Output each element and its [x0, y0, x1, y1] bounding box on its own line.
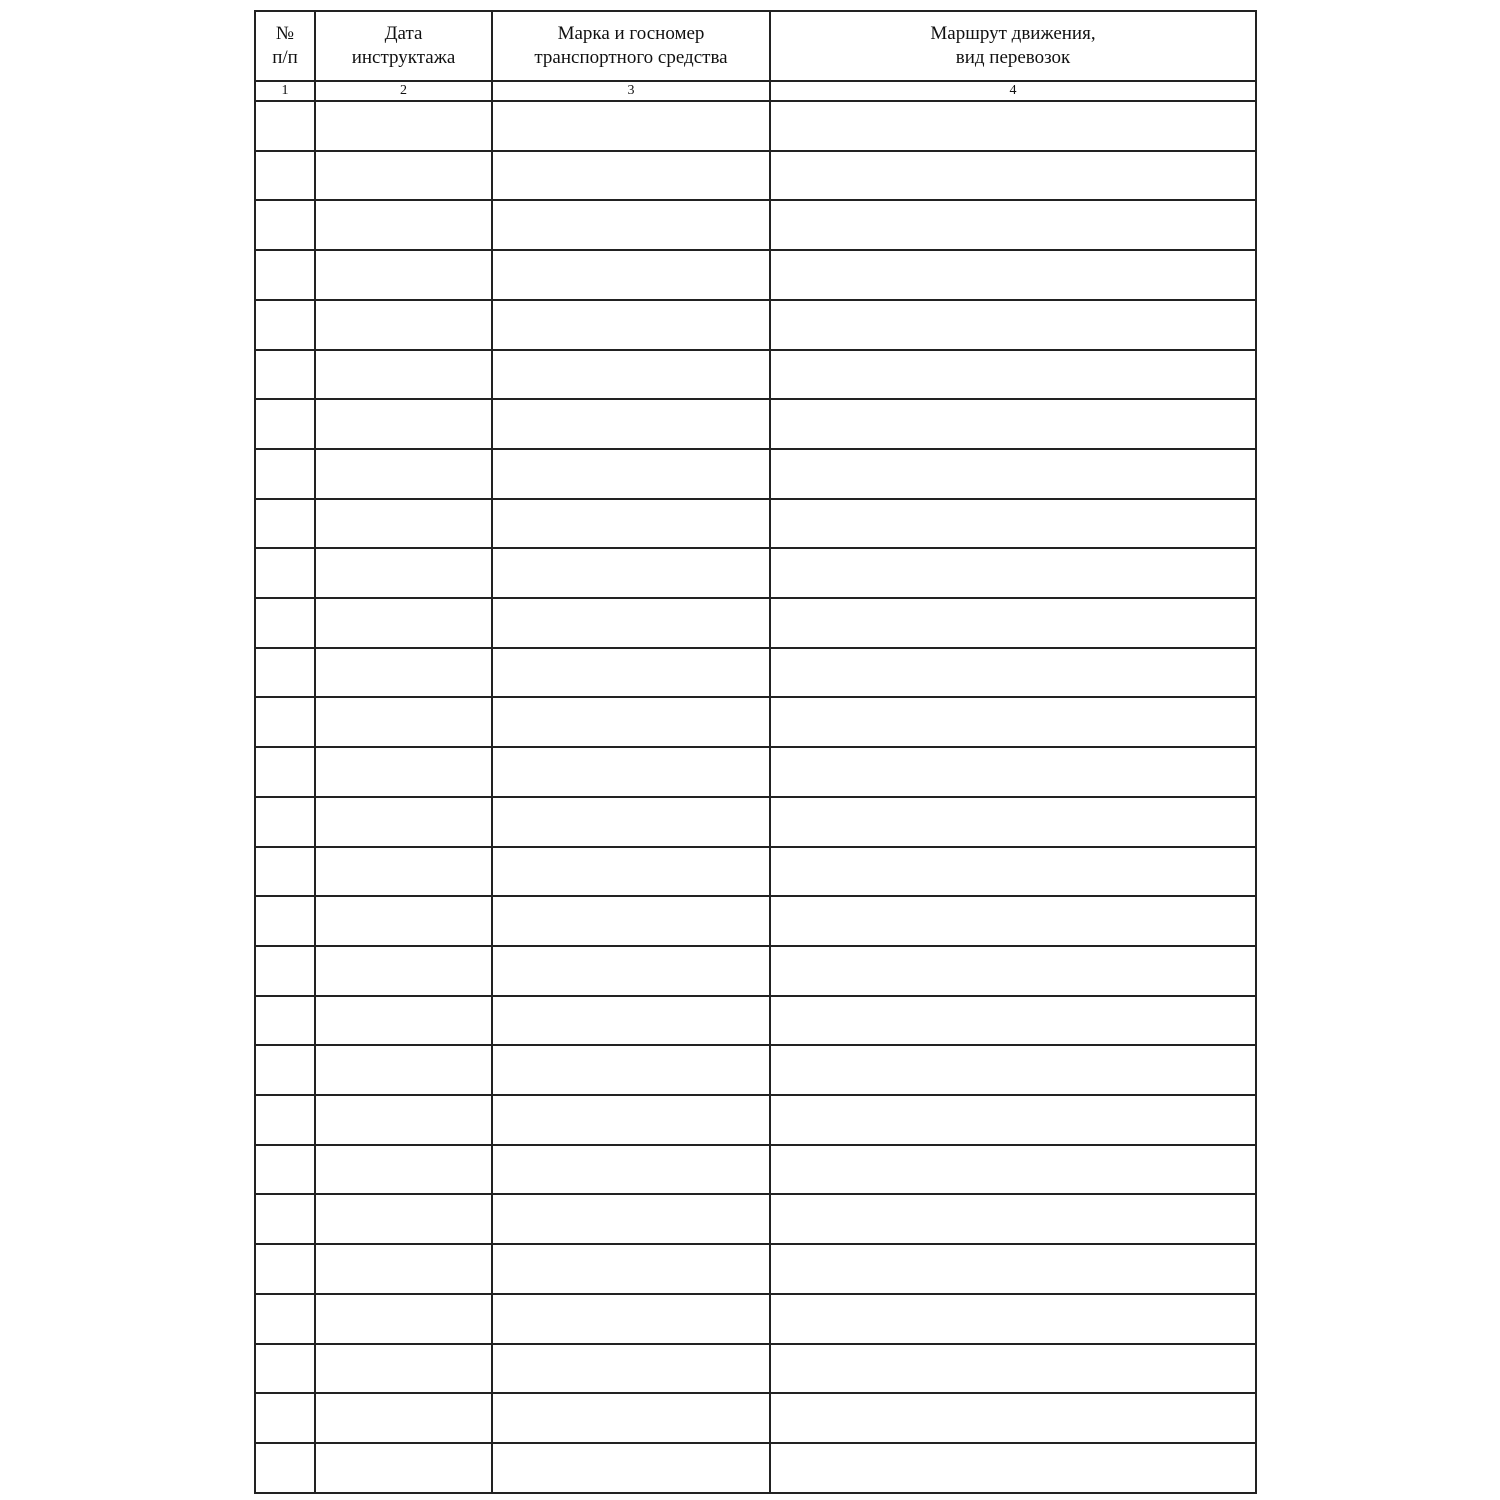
column-number-row: [255, 81, 1256, 101]
cell-number: [255, 697, 315, 747]
table-row: [255, 747, 1256, 797]
header-date-line-2: инструктажа: [351, 47, 456, 68]
cell-number: [255, 350, 315, 400]
table-row: [255, 300, 1256, 350]
cell-vehicle: [492, 896, 770, 946]
table-row: [255, 101, 1256, 151]
cell-number: [255, 598, 315, 648]
cell-vehicle: [492, 250, 770, 300]
cell-route: [770, 1393, 1256, 1443]
cell-route: [770, 1244, 1256, 1294]
cell-briefing-date: [315, 1045, 492, 1095]
cell-route: [770, 1344, 1256, 1394]
cell-briefing-date: [315, 598, 492, 648]
cell-vehicle: [492, 1443, 770, 1493]
column-number: 4: [770, 81, 1256, 101]
cell-briefing-date: [315, 946, 492, 996]
table-row: [255, 697, 1256, 747]
cell-number: [255, 946, 315, 996]
cell-briefing-date: [315, 1194, 492, 1244]
table-row: [255, 1294, 1256, 1344]
cell-briefing-date: [315, 1393, 492, 1443]
cell-vehicle: [492, 1194, 770, 1244]
cell-route: [770, 449, 1256, 499]
cell-route: [770, 300, 1256, 350]
cell-number: [255, 548, 315, 598]
header-number-line-1: №: [275, 23, 295, 44]
cell-vehicle: [492, 1244, 770, 1294]
cell-vehicle: [492, 797, 770, 847]
table-row: [255, 598, 1256, 648]
cell-vehicle: [492, 946, 770, 996]
table-row: [255, 996, 1256, 1046]
table-row: [255, 847, 1256, 897]
column-number: 1: [255, 81, 315, 101]
table-row: [255, 896, 1256, 946]
cell-number: [255, 1344, 315, 1394]
cell-briefing-date: [315, 648, 492, 698]
cell-number: [255, 250, 315, 300]
cell-briefing-date: [315, 250, 492, 300]
cell-briefing-date: [315, 151, 492, 201]
cell-route: [770, 847, 1256, 897]
cell-vehicle: [492, 996, 770, 1046]
cell-briefing-date: [315, 797, 492, 847]
cell-briefing-date: [315, 996, 492, 1046]
cell-number: [255, 101, 315, 151]
cell-vehicle: [492, 151, 770, 201]
journal-page: [254, 10, 1255, 1494]
header-row: [255, 11, 1256, 81]
cell-route: [770, 1194, 1256, 1244]
cell-route: [770, 896, 1256, 946]
cell-vehicle: [492, 847, 770, 897]
cell-route: [770, 250, 1256, 300]
cell-number: [255, 399, 315, 449]
table-row: [255, 250, 1256, 300]
header-date-line-1: Дата: [384, 23, 423, 44]
cell-number: [255, 1095, 315, 1145]
cell-number: [255, 1294, 315, 1344]
cell-vehicle: [492, 399, 770, 449]
cell-vehicle: [492, 1095, 770, 1145]
table-row: [255, 399, 1256, 449]
cell-route: [770, 996, 1256, 1046]
header-vehicle-line-1: Марка и госномер: [557, 23, 705, 44]
cell-number: [255, 996, 315, 1046]
cell-briefing-date: [315, 1443, 492, 1493]
cell-number: [255, 1244, 315, 1294]
cell-vehicle: [492, 499, 770, 549]
cell-briefing-date: [315, 449, 492, 499]
cell-briefing-date: [315, 1344, 492, 1394]
cell-route: [770, 946, 1256, 996]
cell-number: [255, 1045, 315, 1095]
cell-vehicle: [492, 300, 770, 350]
table-row: [255, 200, 1256, 250]
cell-route: [770, 101, 1256, 151]
cell-briefing-date: [315, 350, 492, 400]
cell-route: [770, 797, 1256, 847]
cell-route: [770, 1443, 1256, 1493]
table-body: [255, 101, 1256, 1493]
cell-route: [770, 1145, 1256, 1195]
cell-number: [255, 1443, 315, 1493]
briefing-log-table: [254, 10, 1257, 1494]
cell-vehicle: [492, 350, 770, 400]
cell-route: [770, 200, 1256, 250]
table-row: [255, 1393, 1256, 1443]
header-briefing-date: [315, 11, 492, 81]
header-number-line-2: п/п: [272, 47, 298, 68]
column-number: 3: [492, 81, 770, 101]
cell-number: [255, 648, 315, 698]
header-route-line-2: вид перевозок: [955, 47, 1071, 68]
header-vehicle-line-2: транспортного средства: [534, 47, 728, 68]
header-route: [770, 11, 1256, 81]
cell-briefing-date: [315, 499, 492, 549]
cell-vehicle: [492, 648, 770, 698]
cell-briefing-date: [315, 697, 492, 747]
cell-briefing-date: [315, 747, 492, 797]
cell-briefing-date: [315, 300, 492, 350]
table-row: [255, 1095, 1256, 1145]
cell-route: [770, 548, 1256, 598]
cell-vehicle: [492, 697, 770, 747]
table-row: [255, 151, 1256, 201]
cell-vehicle: [492, 548, 770, 598]
cell-number: [255, 449, 315, 499]
cell-number: [255, 797, 315, 847]
cell-route: [770, 1095, 1256, 1145]
cell-briefing-date: [315, 1244, 492, 1294]
table-row: [255, 449, 1256, 499]
column-number: 2: [315, 81, 492, 101]
cell-route: [770, 399, 1256, 449]
cell-route: [770, 350, 1256, 400]
cell-number: [255, 200, 315, 250]
cell-route: [770, 648, 1256, 698]
cell-vehicle: [492, 1344, 770, 1394]
cell-number: [255, 499, 315, 549]
cell-route: [770, 747, 1256, 797]
table-row: [255, 797, 1256, 847]
cell-route: [770, 499, 1256, 549]
header-route-line-1: Маршрут движения,: [930, 23, 1096, 44]
cell-number: [255, 300, 315, 350]
cell-vehicle: [492, 449, 770, 499]
cell-vehicle: [492, 1393, 770, 1443]
cell-route: [770, 151, 1256, 201]
cell-briefing-date: [315, 847, 492, 897]
cell-route: [770, 697, 1256, 747]
cell-vehicle: [492, 200, 770, 250]
cell-number: [255, 151, 315, 201]
table-row: [255, 1045, 1256, 1095]
table-row: [255, 499, 1256, 549]
cell-number: [255, 1194, 315, 1244]
cell-briefing-date: [315, 1145, 492, 1195]
cell-vehicle: [492, 747, 770, 797]
header-number: [255, 11, 315, 81]
cell-briefing-date: [315, 548, 492, 598]
table-row: [255, 1145, 1256, 1195]
cell-number: [255, 896, 315, 946]
cell-briefing-date: [315, 896, 492, 946]
cell-briefing-date: [315, 1294, 492, 1344]
table-row: [255, 1194, 1256, 1244]
cell-route: [770, 598, 1256, 648]
table-row: [255, 946, 1256, 996]
cell-number: [255, 1393, 315, 1443]
cell-vehicle: [492, 101, 770, 151]
cell-briefing-date: [315, 101, 492, 151]
table-row: [255, 548, 1256, 598]
cell-route: [770, 1045, 1256, 1095]
table-row: [255, 1443, 1256, 1493]
cell-vehicle: [492, 1294, 770, 1344]
cell-vehicle: [492, 1045, 770, 1095]
header-vehicle: [492, 11, 770, 81]
cell-route: [770, 1294, 1256, 1344]
table-row: [255, 1244, 1256, 1294]
cell-briefing-date: [315, 399, 492, 449]
cell-number: [255, 747, 315, 797]
cell-vehicle: [492, 1145, 770, 1195]
cell-number: [255, 847, 315, 897]
cell-number: [255, 1145, 315, 1195]
cell-vehicle: [492, 598, 770, 648]
table-row: [255, 350, 1256, 400]
table-row: [255, 1344, 1256, 1394]
table-row: [255, 648, 1256, 698]
cell-briefing-date: [315, 200, 492, 250]
cell-briefing-date: [315, 1095, 492, 1145]
